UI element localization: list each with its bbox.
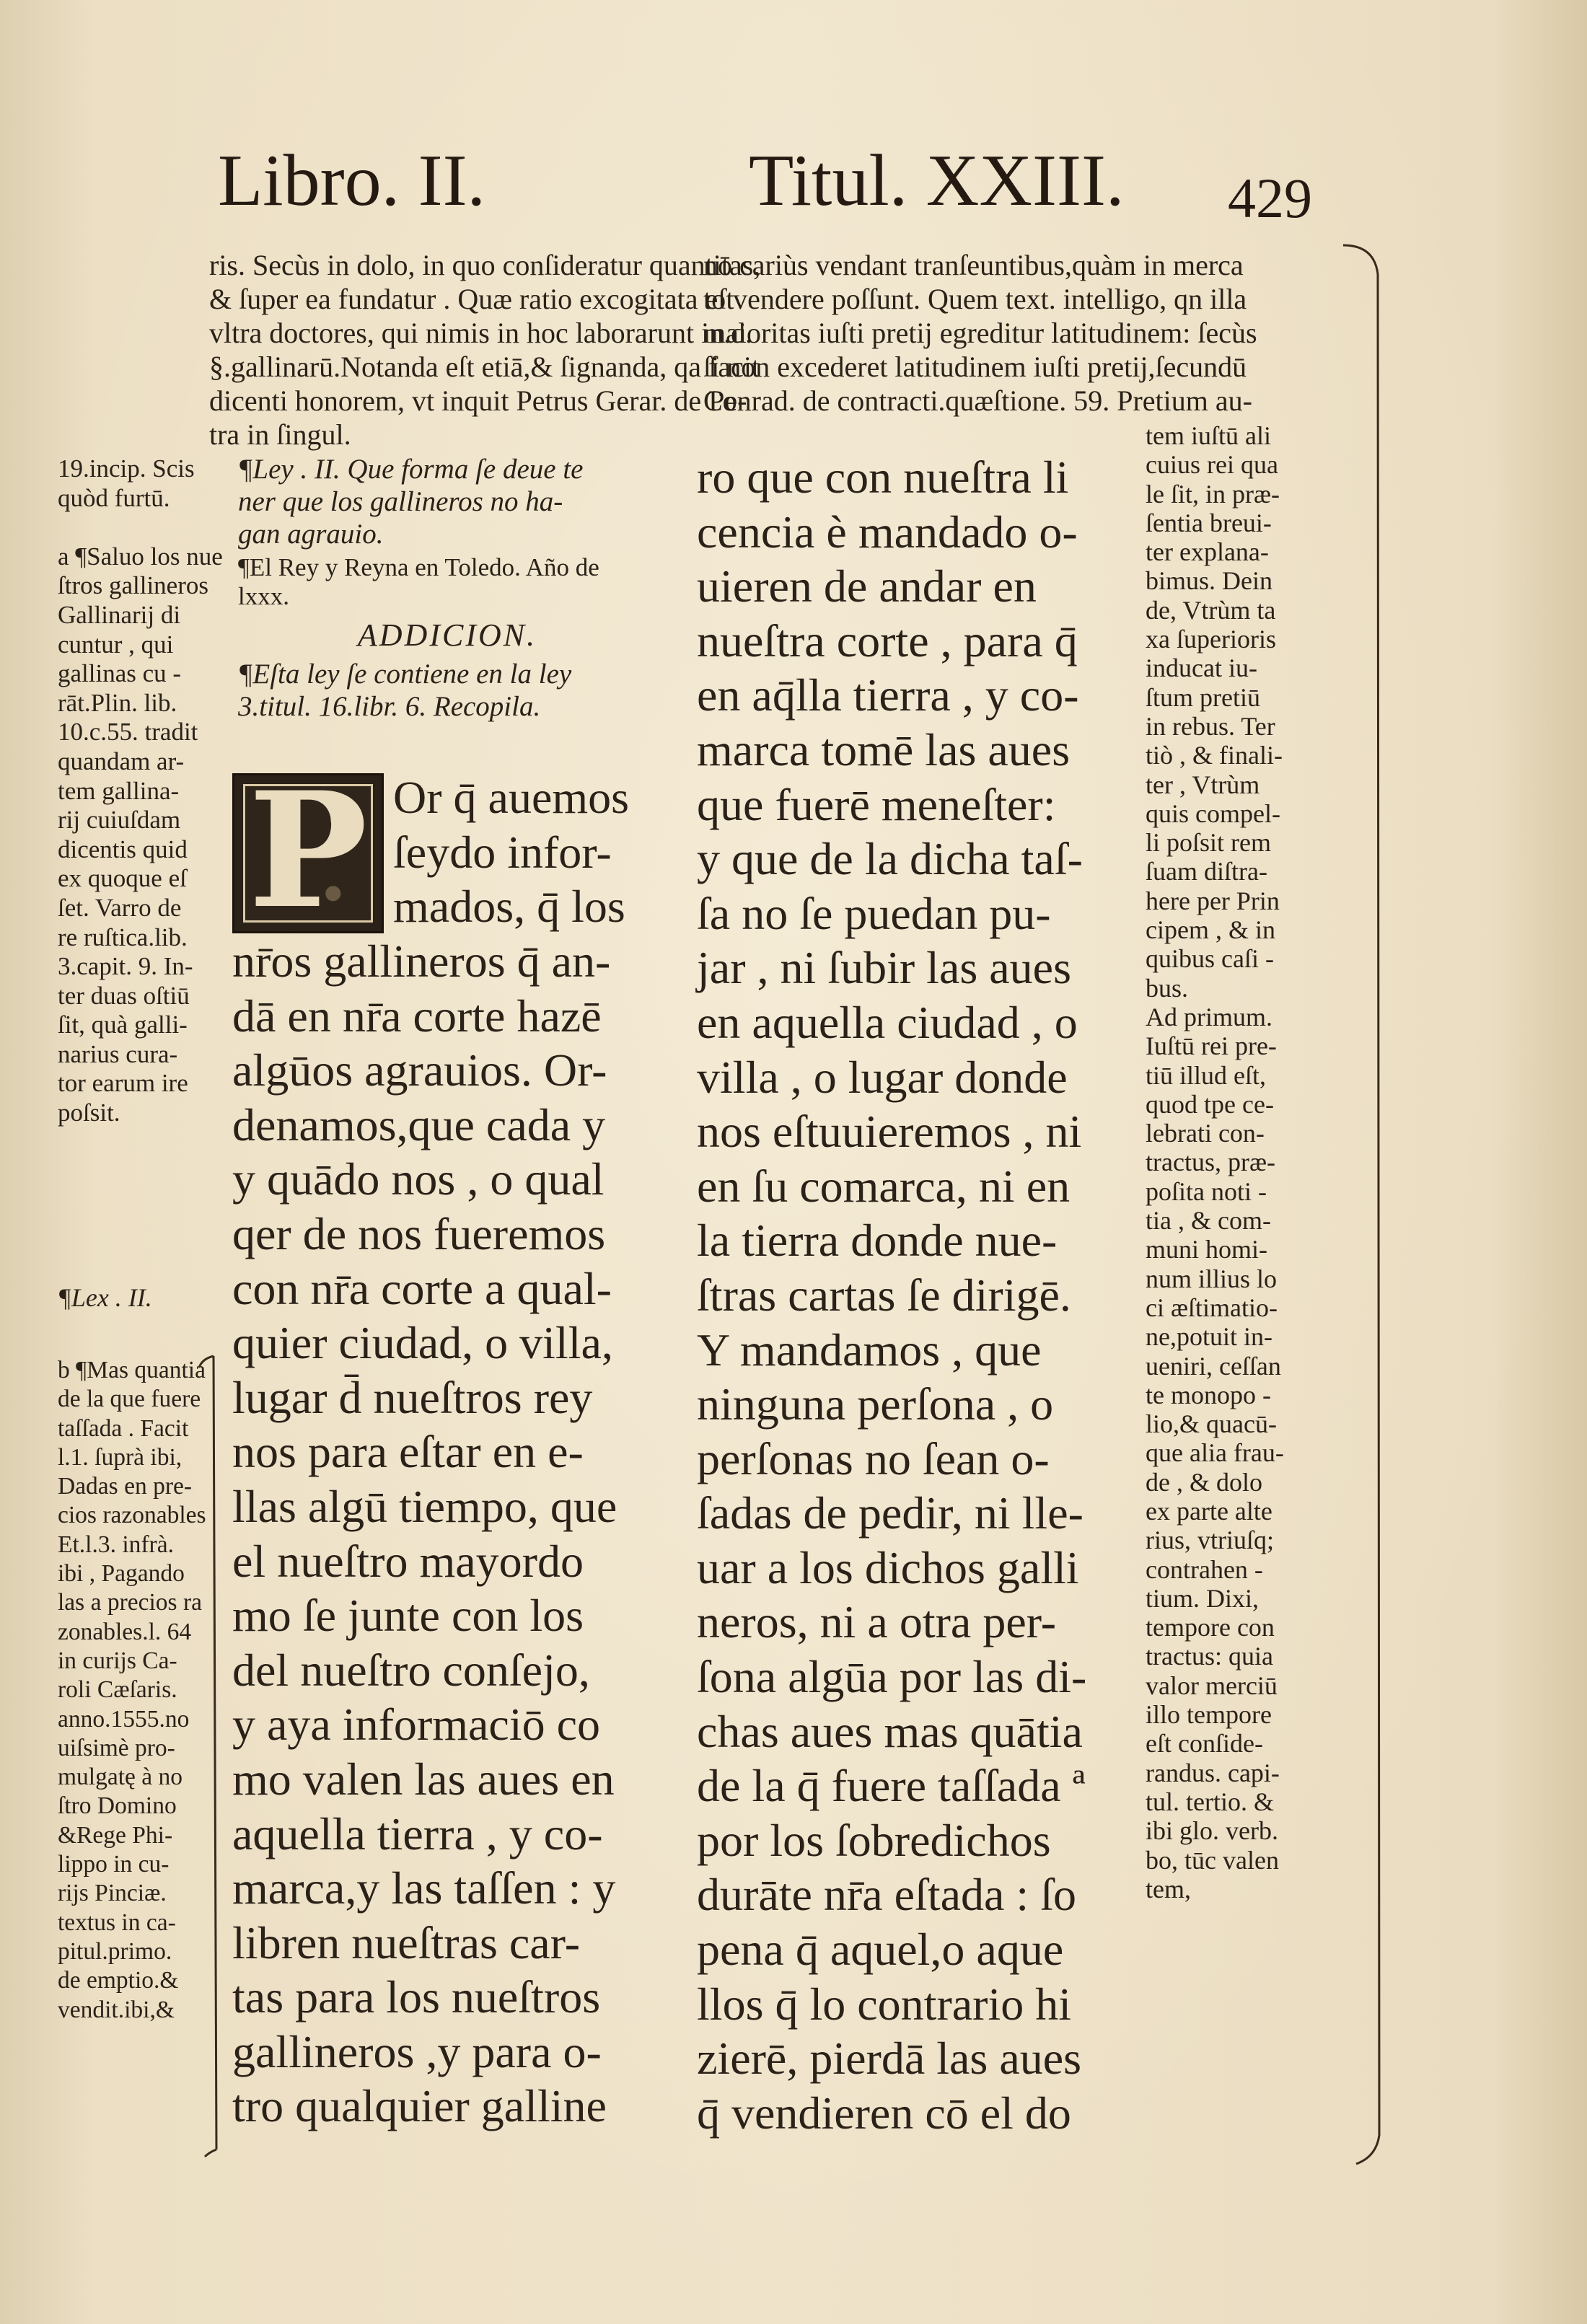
gloss-line: rāt.Plin. lib. bbox=[58, 688, 177, 717]
text-line: vltra doctores, qui nimis in hoc laborarunt in.d. bbox=[209, 317, 753, 349]
heading-line: gan agrauio. bbox=[238, 519, 384, 550]
gloss-line: ter duas oſtiū bbox=[58, 981, 190, 1010]
gloss-line: 3.capit. 9. In- bbox=[58, 952, 193, 981]
gloss-line: num illius lo bbox=[1146, 1264, 1278, 1293]
body-line: chas aues mas quātia bbox=[697, 1705, 1083, 1757]
body-line: en aquella ciudad , o bbox=[697, 996, 1078, 1048]
body-line: con nr̄a corte a qual- bbox=[232, 1262, 612, 1314]
body-line: lugar d̄ nueſtros rey bbox=[232, 1371, 593, 1423]
gloss-line: tia , & com- bbox=[1146, 1206, 1271, 1236]
body-line: algūos agrauios. Or- bbox=[232, 1044, 607, 1096]
gloss-line: quibus caſi - bbox=[1146, 944, 1274, 974]
body-line: aquella tierra , y co- bbox=[232, 1808, 603, 1859]
gloss-line: quis compel- bbox=[1146, 798, 1280, 828]
body-line: tro qualquier galline bbox=[232, 2080, 607, 2132]
gloss-line: re ruſtica.lib. bbox=[58, 923, 188, 951]
text-line: & ſuper ea fundatur . Quæ ratio excogitata eſt bbox=[209, 283, 734, 315]
body-line: dā en nr̄a corte hazē bbox=[232, 990, 602, 1042]
body-line: ninguna perſona , o bbox=[697, 1378, 1054, 1430]
body-line: ſadas de pedir, ni lle- bbox=[697, 1487, 1083, 1539]
gloss-line: las a precios ra bbox=[58, 1589, 202, 1616]
gloss-line: tractus: quia bbox=[1146, 1642, 1273, 1671]
gloss-line: tiū illud eſt, bbox=[1146, 1060, 1266, 1090]
gloss-line: Dadas en pre- bbox=[58, 1473, 193, 1500]
page-number: 429 bbox=[1228, 167, 1312, 229]
body-line: en ſu comarca, ni en bbox=[697, 1160, 1071, 1212]
gloss-line: roli Cæſaris. bbox=[58, 1676, 177, 1704]
gloss-line: que alia frau- bbox=[1146, 1438, 1284, 1468]
text-line: ris. Secùs in dolo, in quo conſideratur quantitas, bbox=[209, 249, 761, 281]
gloss-line: randus. capi- bbox=[1146, 1758, 1280, 1787]
gloss-line: tem iuſtū ali bbox=[1146, 421, 1271, 450]
body-line: mo ſe junte con los bbox=[232, 1590, 584, 1642]
gloss-line: lebrati con- bbox=[1146, 1119, 1265, 1148]
body-line: el nueſtro mayordo bbox=[232, 1535, 584, 1587]
gloss-line: ſentia breui- bbox=[1146, 508, 1272, 537]
body-line: qer de nos fueremos bbox=[232, 1207, 606, 1259]
gloss-line: ter , Vtrùm bbox=[1146, 770, 1260, 799]
gloss-line: de la que fuere bbox=[58, 1386, 201, 1413]
gloss-line: ueniri, ceſſan bbox=[1146, 1351, 1281, 1381]
gloss-line: cuntur , qui bbox=[58, 630, 174, 659]
body-line: tas para los nueſtros bbox=[232, 1971, 601, 2023]
text-line: nō cariùs vendant tranſeuntibus,quàm in merca bbox=[703, 249, 1244, 281]
body-line: llos q̄ lo contrario hi bbox=[697, 1978, 1072, 2030]
gloss-line: le ſit, in præ- bbox=[1146, 479, 1280, 509]
body-line: q̄ vendieren cō el do bbox=[697, 2087, 1071, 2139]
gloss-line: bimus. Dein bbox=[1146, 566, 1272, 596]
gloss-line: 10.c.55. tradit bbox=[58, 718, 198, 747]
gloss-line: narius cura- bbox=[58, 1039, 178, 1068]
body-line: ſa no ſe puedan pu- bbox=[697, 887, 1051, 939]
body-line: la tierra donde nue- bbox=[697, 1215, 1058, 1267]
gloss-line: poſsit. bbox=[58, 1099, 120, 1127]
body-line: y quādo nos , o qual bbox=[232, 1153, 605, 1205]
gloss-line: tul. tertio. & bbox=[1146, 1787, 1274, 1816]
gloss-line: cuius rei qua bbox=[1146, 450, 1278, 480]
rubric-line: lxxx. bbox=[238, 582, 289, 610]
body-line: zierē, pierdā las aues bbox=[697, 2033, 1082, 2085]
gloss-line: in curijs Ca- bbox=[58, 1647, 177, 1674]
body-line: durāte nr̄a eſtada : ſo bbox=[697, 1869, 1076, 1921]
gloss-line: quod tpe ce- bbox=[1146, 1089, 1274, 1119]
body-line: Y mandamos , que bbox=[697, 1324, 1042, 1376]
gloss-line: inducat iu- bbox=[1146, 653, 1257, 683]
gloss-line: ibi glo. verb. bbox=[1146, 1816, 1278, 1846]
gloss-line: contrahen - bbox=[1146, 1554, 1263, 1584]
gloss-line: b ¶Mas quantia bbox=[58, 1357, 206, 1383]
gloss-line: Ad primum. bbox=[1146, 1002, 1272, 1031]
gloss-line: xa ſuperioris bbox=[1146, 625, 1276, 654]
body-line: mados, q̄ los bbox=[393, 881, 625, 933]
gloss-line: rijs Pinciæ. bbox=[58, 1880, 167, 1907]
note-line: ¶Eſta ley ſe contiene en la ley bbox=[238, 659, 572, 690]
gloss-line: bo, tūc valen bbox=[1146, 1845, 1279, 1875]
body-line: por los ſobredichos bbox=[697, 1814, 1051, 1866]
body-line: uar a los dichos galli bbox=[697, 1541, 1079, 1593]
gloss-line: gallinas cu - bbox=[58, 659, 182, 688]
heading-line: ner que los gallineros no ha- bbox=[238, 486, 563, 517]
body-line: y que de la dicha taſ- bbox=[697, 833, 1083, 885]
gloss-line: ne,potuit in- bbox=[1146, 1322, 1272, 1352]
gloss-line: 19.incip. Scis bbox=[58, 454, 195, 483]
gloss-line: de , & dolo bbox=[1146, 1467, 1262, 1497]
gloss-line: mulgatę à no bbox=[58, 1764, 183, 1791]
gloss-line: &Rege Phi- bbox=[58, 1821, 173, 1849]
heading-line: ¶Ley . II. Que forma ſe deue te bbox=[238, 454, 584, 485]
gloss-line: dicentis quid bbox=[58, 835, 188, 863]
body-line: ro que con nueſtra li bbox=[697, 452, 1069, 503]
gloss-line: ſtro Domino bbox=[58, 1792, 177, 1820]
gloss-line: quandam ar- bbox=[58, 747, 185, 775]
gloss-line: in rebus. Ter bbox=[1146, 711, 1275, 741]
running-head-book: Libro. II. bbox=[218, 140, 486, 221]
gloss-line: ſet. Varro de bbox=[58, 893, 182, 922]
text-line: tra in ſingul. bbox=[209, 418, 351, 451]
body-line: nueſtra corte , para q̄ bbox=[697, 615, 1078, 666]
body-line: y aya informaciō co bbox=[232, 1699, 600, 1751]
rubric-line: ¶El Rey y Reyna en Toledo. Año de bbox=[238, 553, 599, 581]
body-line: nos eſtuuieremos , ni bbox=[697, 1106, 1082, 1158]
gloss-line: anno.1555.no bbox=[58, 1705, 190, 1733]
body-line: marca,y las taſſen : y bbox=[232, 1862, 616, 1914]
gloss-line: ci æſtimatio- bbox=[1146, 1293, 1278, 1322]
gloss-line: tractus, præ- bbox=[1146, 1148, 1275, 1177]
text-line: maioritas iuſti pretij egreditur latitudinem: ſecùs bbox=[703, 317, 1257, 349]
gloss-line: ſtros gallineros bbox=[58, 571, 208, 600]
note-line: 3.titul. 16.libr. 6. Recopila. bbox=[238, 691, 541, 722]
gloss-line: pitul.primo. bbox=[58, 1937, 172, 1965]
body-line: mo valen las aues en bbox=[232, 1753, 615, 1805]
body-line: denamos,que cada y bbox=[232, 1099, 606, 1150]
body-line: que fuerē meneſter: bbox=[697, 778, 1056, 830]
gloss-line: tempore con bbox=[1146, 1613, 1275, 1642]
gloss-line: Et.l.3. infrà. bbox=[58, 1531, 174, 1558]
gloss-line: ex quoque eſ bbox=[58, 864, 187, 893]
body-line: jar , ni ſubir las aues bbox=[697, 942, 1071, 994]
gloss-line: eſt conſide- bbox=[1146, 1729, 1263, 1759]
gloss-line: bus. bbox=[1146, 973, 1189, 1003]
body-line: de la q̄ fuere taſſada ª bbox=[697, 1760, 1086, 1812]
body-line: marca tomē las aues bbox=[697, 723, 1071, 775]
body-line: villa , o lugar donde bbox=[697, 1051, 1068, 1103]
gloss-line: uiſsimè pro- bbox=[58, 1734, 175, 1761]
gloss-line: muni homi- bbox=[1146, 1235, 1267, 1264]
body-line: en aq̄lla tierra , y co- bbox=[697, 669, 1079, 721]
gloss-line: valor merciū bbox=[1146, 1671, 1278, 1700]
gloss-line: li poſsit rem bbox=[1146, 828, 1271, 858]
text-line: Conrad. de contracti.quæſtione. 59. Pretium au- bbox=[703, 384, 1252, 417]
body-line: del nueſtro conſejo, bbox=[232, 1644, 590, 1696]
gloss-line: Iuſtū rei pre- bbox=[1146, 1031, 1277, 1061]
body-line: ſeydo infor- bbox=[393, 826, 612, 878]
gloss-line: lio,& quacū- bbox=[1146, 1409, 1277, 1439]
gloss-line: cios razonables bbox=[58, 1502, 206, 1529]
gloss-line: lippo in cu- bbox=[58, 1851, 170, 1878]
body-line: nr̄os gallineros q̄ an- bbox=[232, 936, 611, 987]
body-line: pena q̄ aquel,o aque bbox=[697, 1924, 1064, 1976]
lex-marker: ¶Lex . II. bbox=[58, 1283, 152, 1312]
gloss-line: zonables.l. 64 bbox=[58, 1618, 192, 1645]
body-line: neros, ni a otra per- bbox=[697, 1596, 1057, 1648]
gloss-line: here per Prin bbox=[1146, 886, 1280, 915]
text-line: dicenti honorem, vt inquit Petrus Gerar. de Pe- bbox=[209, 384, 747, 417]
gloss-line: tor earum ire bbox=[58, 1069, 188, 1098]
gloss-line: illo tempore bbox=[1146, 1700, 1272, 1730]
gloss-line: rij cuiuſdam bbox=[58, 806, 181, 835]
body-line: ſona algūa por las di- bbox=[697, 1651, 1087, 1703]
body-line: cencia è mandado o- bbox=[697, 506, 1078, 558]
body-line: Or q̄ auemos bbox=[393, 772, 630, 823]
gloss-line: ſuam diſtra- bbox=[1146, 857, 1267, 886]
body-line: gallineros ,y para o- bbox=[232, 2025, 602, 2077]
gloss-line: ter explana- bbox=[1146, 537, 1269, 567]
gloss-line: tem gallina- bbox=[58, 776, 180, 805]
running-head-title: Titul. XXIII. bbox=[749, 140, 1125, 221]
gloss-line: l.1. ſuprà ibi, bbox=[58, 1443, 183, 1471]
gloss-line: ex parte alte bbox=[1146, 1496, 1272, 1526]
gloss-line: tiò , & finali- bbox=[1146, 741, 1283, 770]
body-line: quier ciudad, o villa, bbox=[232, 1317, 613, 1369]
gloss-line: te monopo - bbox=[1146, 1380, 1271, 1409]
gloss-line: rius, vtriuſq; bbox=[1146, 1526, 1274, 1555]
gloss-line: taſſada . Facit bbox=[58, 1414, 189, 1442]
gloss-line: cipem , & in bbox=[1146, 915, 1275, 945]
body-line: llas algū tiempo, que bbox=[232, 1480, 617, 1532]
body-line: perſonas no ſean o- bbox=[697, 1432, 1050, 1484]
drop-cap-letter: P bbox=[248, 757, 368, 943]
text-line: to vendere poſſunt. Quem text. intelligo, qn illa bbox=[703, 283, 1247, 315]
gloss-line: quòd furtū. bbox=[58, 483, 170, 512]
gloss-line: de emptio.& bbox=[58, 1967, 179, 1994]
body-line: uieren de andar en bbox=[697, 560, 1037, 612]
gloss-line: ſit, quà galli- bbox=[58, 1011, 188, 1039]
text-line: ſi non excederet latitudinem iuſti pretij,ſecundū bbox=[703, 351, 1247, 383]
gloss-line: ſtum pretiū bbox=[1146, 682, 1260, 712]
gloss-line: vendit.ibi,& bbox=[58, 1996, 175, 2023]
gloss-line: Gallinarij di bbox=[58, 600, 181, 629]
body-line: ſtras cartas ſe dirigē. bbox=[697, 1269, 1071, 1321]
text-line: §.gallinarū.Notanda eſt etiā,& ſignanda, qa facit bbox=[209, 351, 760, 383]
gloss-line: tem, bbox=[1146, 1874, 1191, 1903]
body-line: nos para eſtar en e- bbox=[232, 1426, 584, 1478]
gloss-line: textus in ca- bbox=[58, 1909, 176, 1936]
gloss-line: tium. Dixi, bbox=[1146, 1583, 1260, 1613]
gloss-line: poſita noti - bbox=[1146, 1176, 1267, 1206]
addicion-heading: ADDICION. bbox=[357, 617, 537, 653]
gloss-line: a ¶Saluo los nue bbox=[58, 542, 223, 571]
body-line: libren nueſtras car- bbox=[232, 1916, 581, 1968]
gloss-line: ibi , Pagando bbox=[58, 1560, 185, 1588]
gloss-line: de, Vtrùm ta bbox=[1146, 595, 1276, 625]
